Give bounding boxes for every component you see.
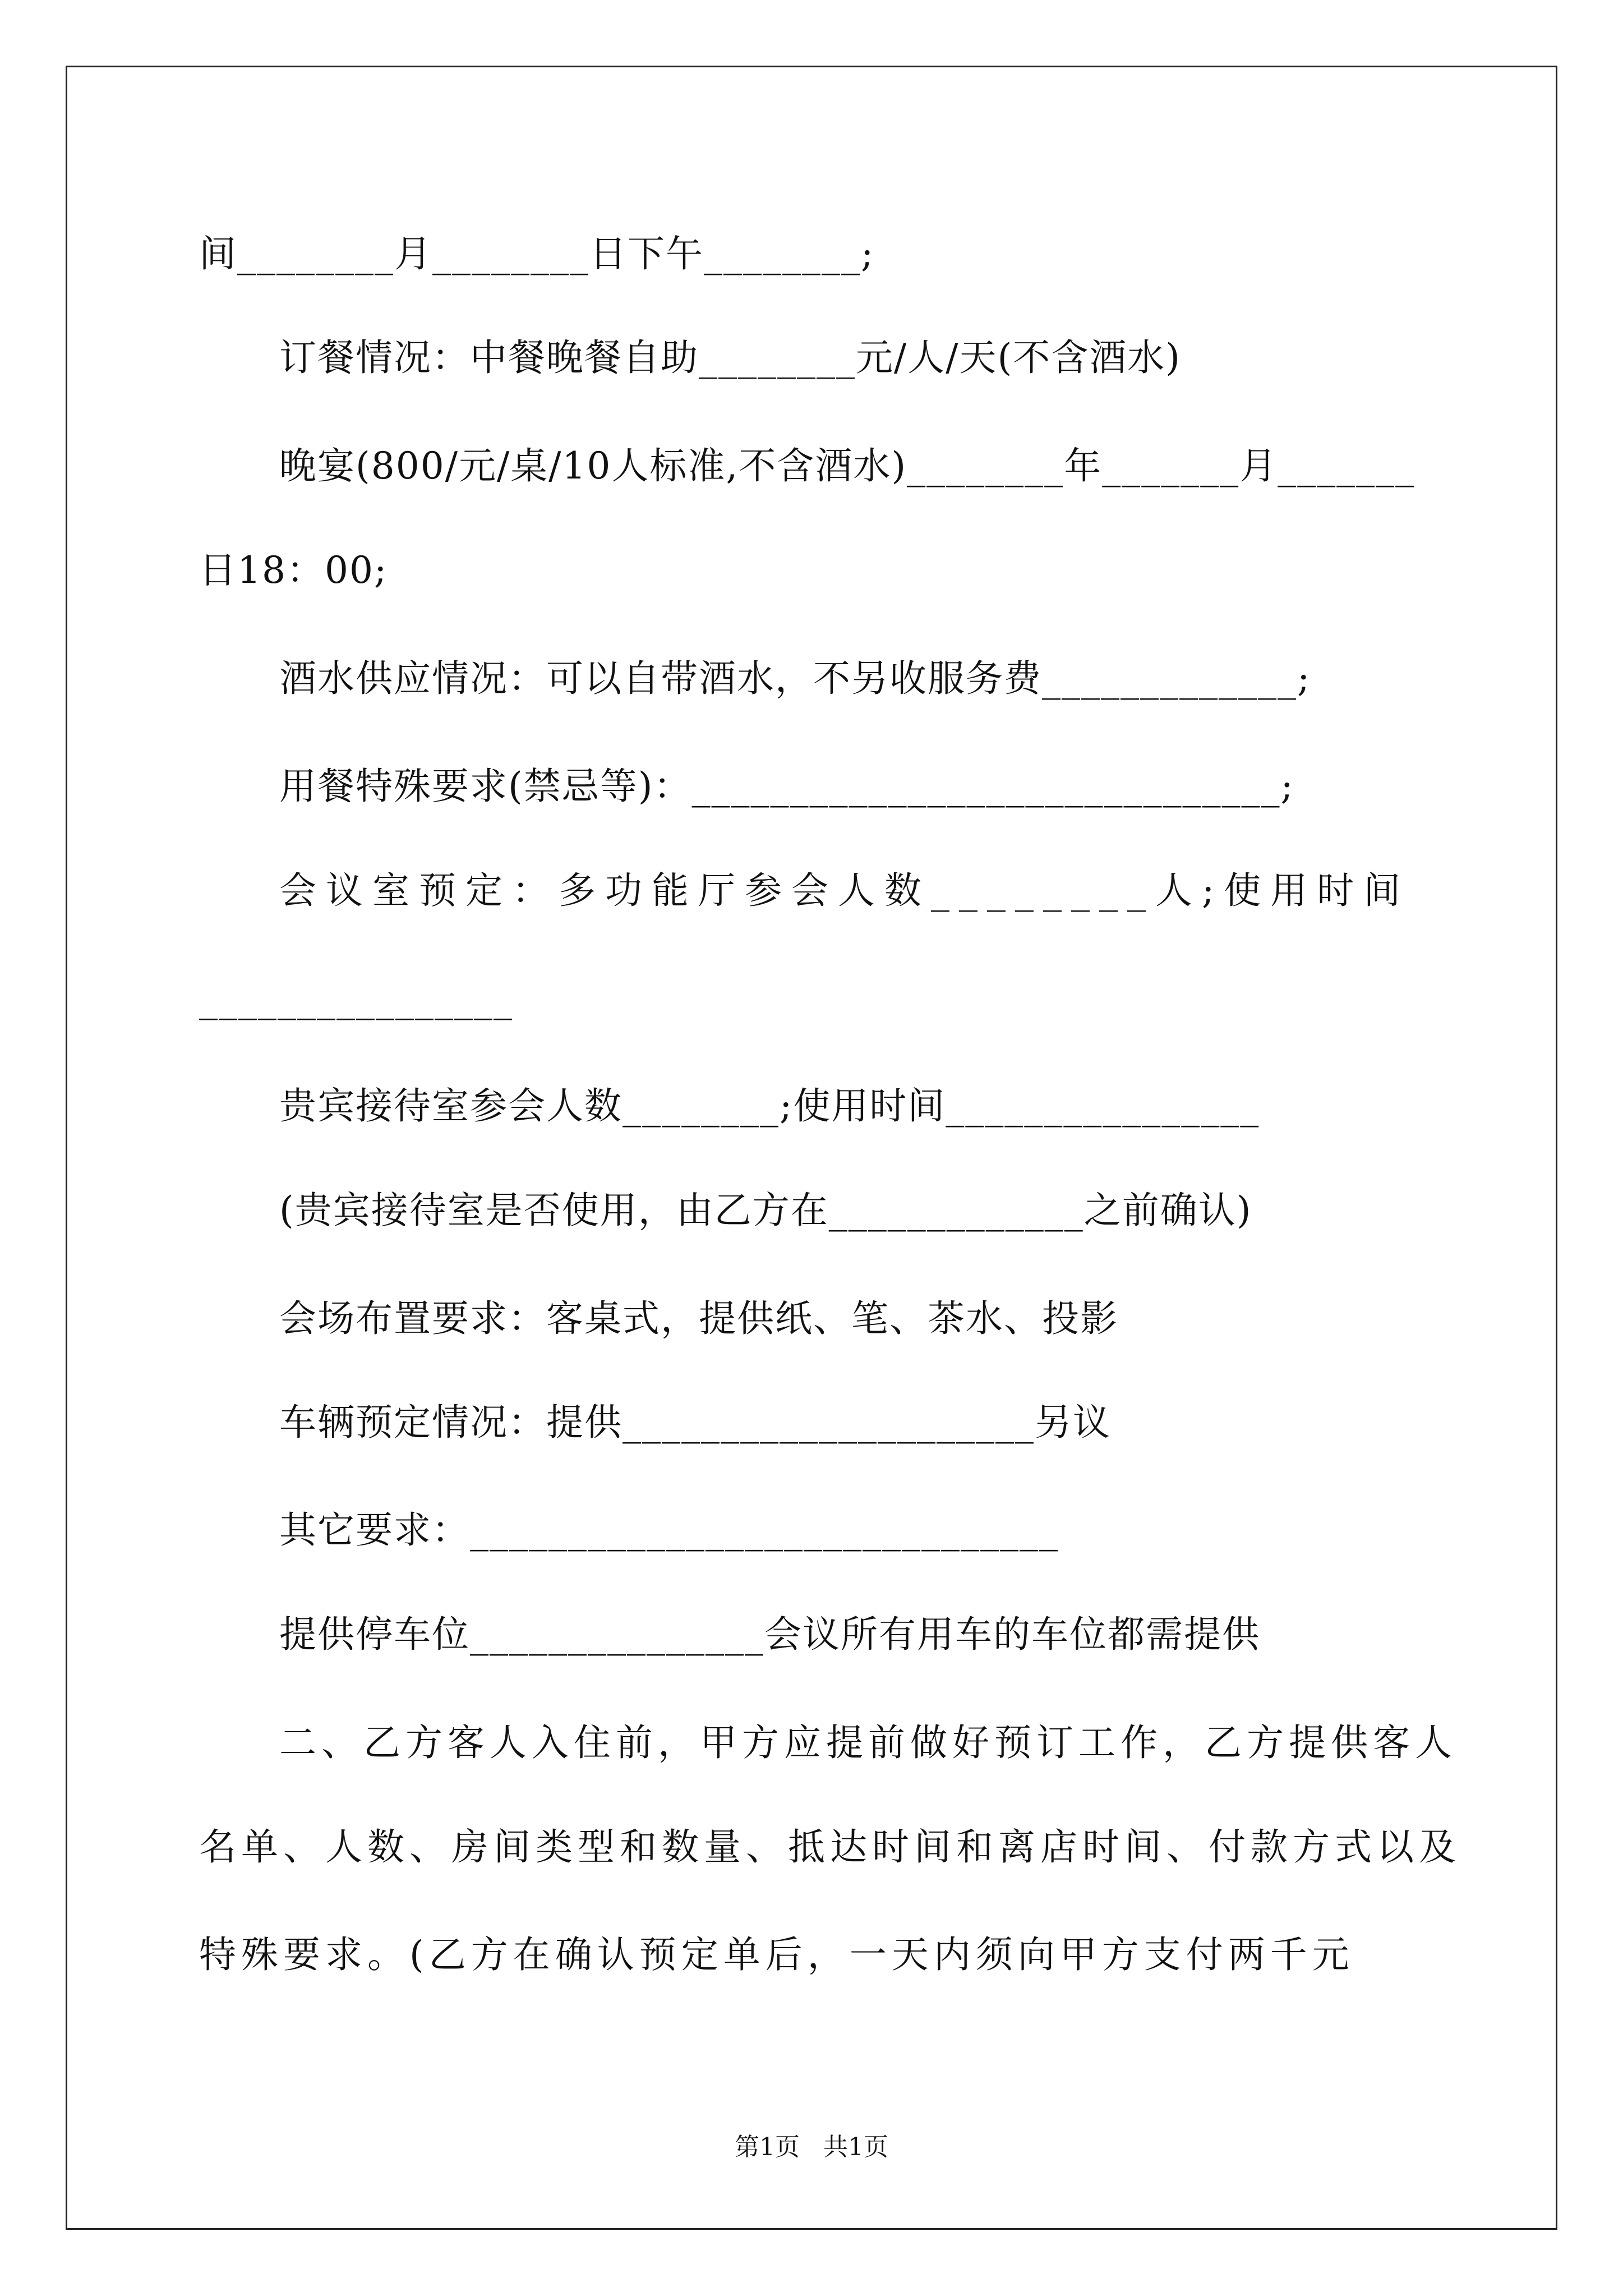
text-line-4: 日18：00; xyxy=(199,549,388,592)
text-line-7: 会议室预定：多功能厅参会人数________人;使用时间 xyxy=(279,869,1410,912)
text-line-9: 贵宾接待室参会人数________;使用时间________________ xyxy=(279,1084,1260,1128)
page-footer: 第1页 共1页 xyxy=(735,2133,888,2161)
text-line-17: 特殊要求。(乙方在确认预定单后，一天内须向甲方支付两千元 xyxy=(199,1933,1354,1976)
text-line-1: 间________月________日下午________; xyxy=(199,232,875,275)
text-line-14: 提供停车位_______________会议所有用车的车位都需提供 xyxy=(279,1613,1260,1656)
text-line-15: 二、乙方客人入住前，甲方应提前做好预订工作，乙方提供客人 xyxy=(279,1721,1457,1764)
text-line-6: 用餐特殊要求(禁忌等)：______________________________; xyxy=(279,765,1294,808)
text-line-11: 会场布置要求：客桌式，提供纸、笔、茶水、投影 xyxy=(279,1297,1118,1340)
text-line-8: ________________ xyxy=(199,977,513,1020)
text-line-12: 车辆预定情况：提供_____________________另议 xyxy=(279,1401,1111,1444)
text-line-13: 其它要求：______________________________ xyxy=(279,1508,1059,1552)
text-line-3: 晚宴(800/元/桌/10人标准,不含酒水)________年_______月_______ xyxy=(279,444,1415,487)
text-line-5: 酒水供应情况：可以自带酒水，不另收服务费_____________; xyxy=(279,657,1311,700)
text-line-16: 名单、人数、房间类型和数量、抵达时间和离店时间、付款方式以及 xyxy=(199,1825,1461,1869)
text-line-10: (贵宾接待室是否使用，由乙方在_____________之前确认) xyxy=(279,1189,1252,1232)
text-line-2: 订餐情况：中餐晚餐自助________元/人/天(不含酒水) xyxy=(279,336,1181,379)
page-border xyxy=(66,66,1557,2230)
